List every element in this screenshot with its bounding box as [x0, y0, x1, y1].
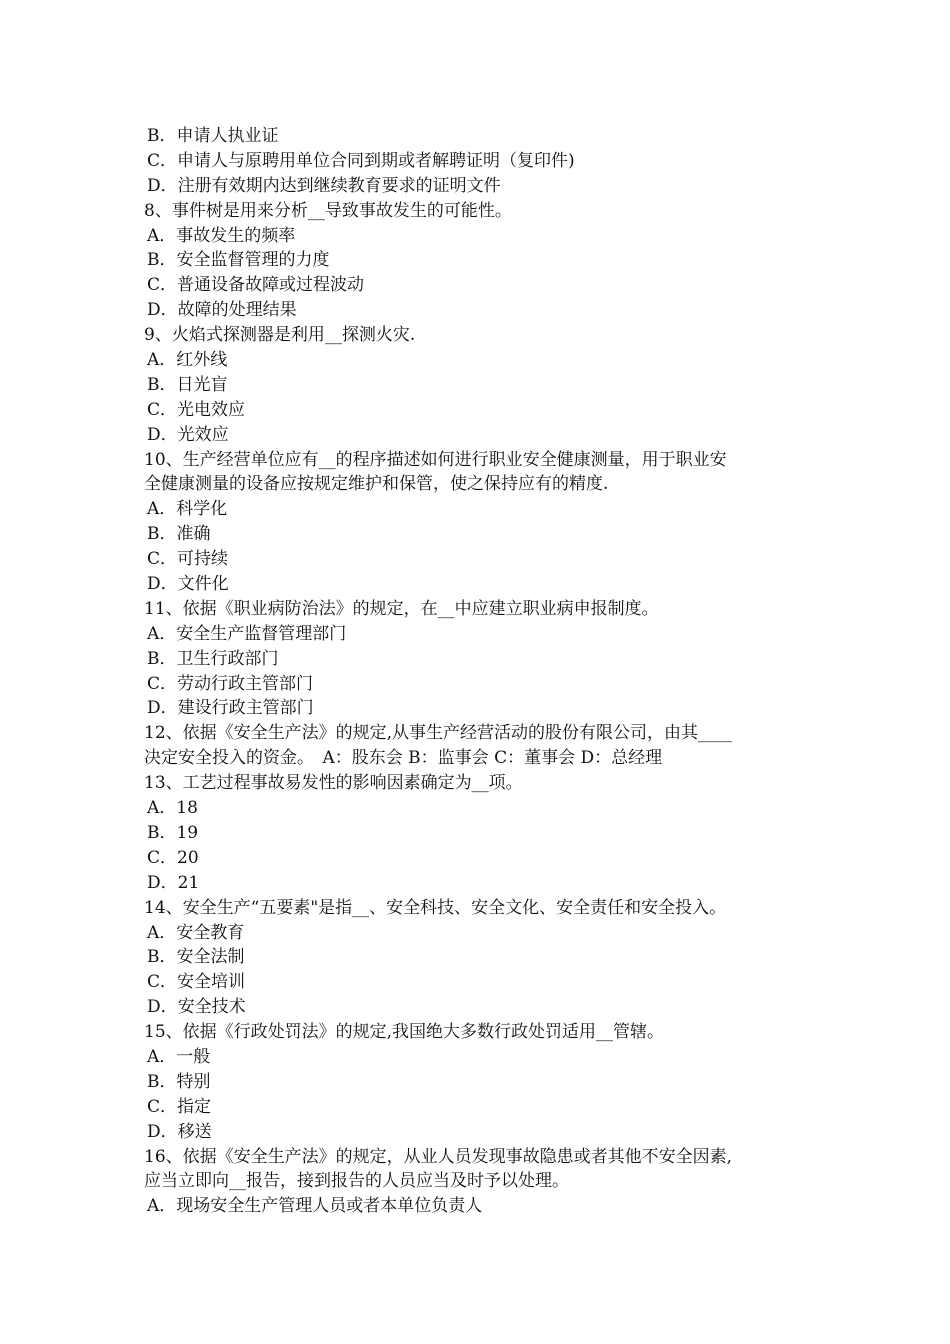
answer-option: B．卫生行政部门: [147, 648, 279, 669]
answer-option: C．劳动行政主管部门: [147, 673, 314, 694]
question-text: 15、依据《行政处罚法》的规定,我国绝大多数行政处罚适用__管辖。: [144, 1022, 665, 1043]
answer-option: D．21: [147, 872, 200, 893]
answer-option: D．文件化: [147, 574, 229, 595]
answer-option: A．一般: [147, 1046, 211, 1067]
answer-option: A．安全教育: [147, 922, 245, 943]
answer-option: B．申请人执业证: [147, 126, 279, 146]
question-text: 12、依据《安全生产法》的规定,从事生产经营活动的股份有限公司，由其____: [144, 723, 733, 744]
answer-option: C．申请人与原聘用单位合同到期或者解聘证明（复印件): [147, 150, 575, 171]
question-text: 全健康测量的设备应按规定维护和保管，使之保持应有的精度.: [144, 474, 609, 495]
answer-option: A．事故发生的频率: [147, 225, 296, 246]
answer-option: D．建设行政主管部门: [147, 698, 314, 719]
answer-option: C．可持续: [147, 549, 229, 570]
answer-option: D．注册有效期内达到继续教育要求的证明文件: [147, 175, 501, 196]
answer-option: A．18: [147, 798, 198, 819]
answer-option: D．故障的处理结果: [147, 300, 297, 321]
answer-option: C．普通设备故障或过程波动: [147, 275, 365, 296]
answer-option: A．红外线: [147, 350, 228, 371]
question-text: 8、事件树是用来分析__导致事故发生的可能性。: [144, 200, 512, 221]
answer-option: C．安全培训: [147, 972, 246, 993]
answer-option: D．光效应: [147, 424, 229, 445]
question-text: 应当立即向__报告，接到报告的人员应当及时予以处理。: [144, 1171, 569, 1192]
answer-option: B．特别: [147, 1071, 211, 1092]
question-text: 9、火焰式探测器是利用__探测火灾.: [144, 325, 416, 346]
answer-option: A．安全生产监督管理部门: [147, 623, 347, 644]
answer-option: D．安全技术: [147, 997, 246, 1018]
document-body: [144, 124, 814, 1219]
question-text: 10、生产经营单位应有__的程序描述如何进行职业安全健康测量，用于职业安: [144, 449, 727, 470]
answer-option: B．日光盲: [147, 374, 228, 395]
answer-option: B．19: [147, 822, 199, 843]
answer-option: C．20: [147, 847, 199, 868]
answer-option: A．现场安全生产管理人员或者本单位负责人: [147, 1196, 483, 1217]
answer-option: D．移送: [147, 1121, 212, 1142]
answer-option: A．科学化: [147, 499, 228, 520]
answer-option: B．准确: [147, 524, 211, 545]
answer-option: C．光电效应: [147, 399, 246, 420]
answer-option: B．安全法制: [147, 947, 245, 968]
answer-option: B．安全监督管理的力度: [147, 250, 330, 271]
question-text: 13、工艺过程事故易发性的影响因素确定为__项。: [144, 773, 523, 794]
question-text: 14、安全生产“五要素"是指__、安全科技、安全文化、安全责任和安全投入。: [144, 897, 727, 918]
question-text: 16、依据《安全生产法》的规定，从业人员发现事故隐患或者其他不安全因素,: [144, 1146, 733, 1167]
question-text: 11、依据《职业病防治法》的规定，在__中应建立职业病申报制度。: [144, 598, 659, 619]
answer-option: C．指定: [147, 1096, 212, 1117]
question-text: 决定安全投入的资金。 A：股东会 B：监事会 C：董事会 D：总经理: [144, 748, 663, 769]
